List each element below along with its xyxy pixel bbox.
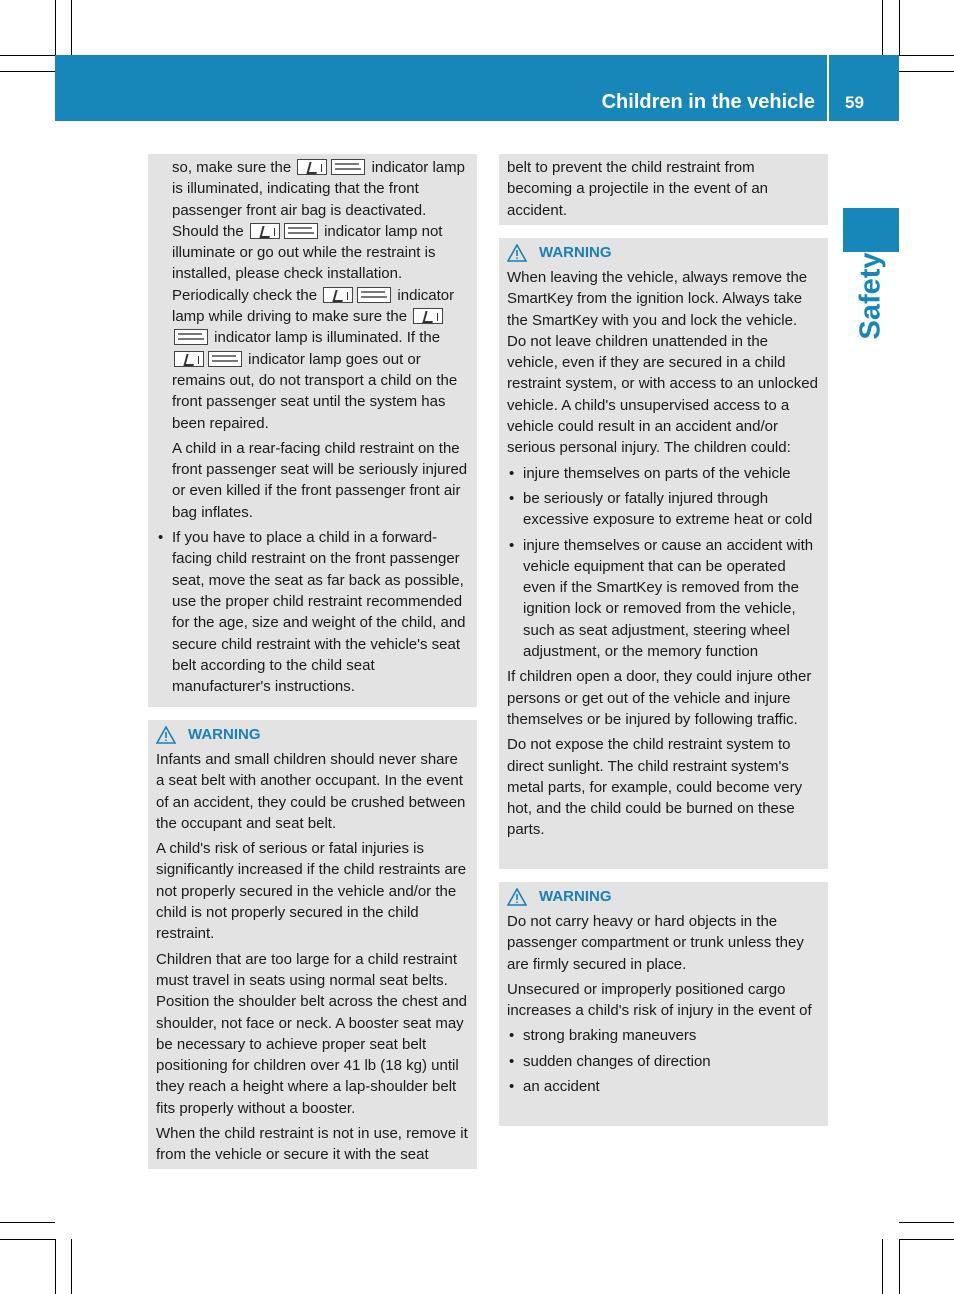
right-warning-box-2 (499, 882, 828, 1126)
warning-paragraph: When leaving the vehicle, always remove the SmartKey from the ignition lock. Always take the SmartKey with you and lock the vehicle. Do not leave children unattended in the vehicle, even if they are secured in a child restraint system, or with access to an unlocked vehicle. A child's unsupervised access to a vehicle could result in an accident and/or serious personal injury. The children could: (507, 269, 818, 457)
warning-triangle-icon (156, 726, 176, 744)
crop-mark (0, 1239, 55, 1240)
crop-mark (55, 0, 56, 55)
crop-mark (899, 1239, 900, 1294)
chapter-tab (843, 208, 899, 252)
list-item: • sudden changes of direction (509, 1052, 711, 1070)
crop-mark (71, 0, 72, 55)
warning-paragraph: Do not expose the child restraint system to direct sunlight. The child restraint system's metal parts, for example, could become very hot, and the child could be burned on these parts. (507, 736, 803, 839)
list-item: • injure themselves or cause an accident with vehicle equipment that can be operated even if the SmartKey is removed from the ignition lock or removed from the vehicle, such as seat adjustment, steering wheel adjustment, or the memory function (509, 536, 814, 661)
warning-paragraph: Unsecured or improperly positioned cargo increases a child's risk of injury in the event of (507, 980, 812, 1020)
crop-mark (0, 71, 55, 72)
pass-air-bag-off-indicator-icon (174, 329, 208, 345)
list-item: • be seriously or fatally injured through excessive exposure to extreme heat or cold (509, 489, 813, 529)
warning-paragraph: Do not carry heavy or hard objects in the passenger compartment or trunk unless they are firmly secured in place. (507, 913, 804, 973)
list-item: • injure themselves on parts of the vehicle (509, 464, 791, 482)
right-continued-box (499, 154, 828, 225)
pass-air-bag-off-indicator-icon (357, 287, 391, 303)
crop-mark (899, 0, 900, 55)
section-title: Children in the vehicle (601, 91, 815, 113)
airbag-indicator-paragraph: so, make sure the indicator lamp is illuminated, indicating that the front passenger front air bag is deactivated. Should the indicator lamp not illuminate or go out while the restraint is installed, please check installation. Periodically check the indicator lamp while driving to make sure the indicator lamp is illuminated. If the indicator lamp goes out or remains out, do not transport a child on the front passenger seat until the system has been repaired. (172, 159, 465, 432)
crop-mark (899, 71, 954, 72)
right-warning-box-1 (499, 238, 828, 869)
left-warning-box (148, 720, 477, 1169)
crop-mark (55, 1239, 56, 1294)
crop-mark (882, 0, 883, 55)
warning-heading: WARNING (156, 724, 469, 746)
page-number: 59 (845, 93, 864, 112)
warning-paragraph: A child's risk of serious or fatal injuries is significantly increased if the child restraints are not properly secured in the vehicle and/or the child is not properly secured in the child restraint. (156, 840, 467, 943)
crop-mark (882, 1239, 883, 1294)
warning-heading: WARNING (507, 242, 820, 264)
list-item: • If you have to place a child in a forward-facing child restraint on the front passenger seat, move the seat as far back as possible, use the proper child restraint recommended for the age, size and weight of the child, and secure child restraint with the vehicle's seat belt according to the child seat manufacturer's instructions. (158, 529, 466, 696)
pass-air-bag-off-indicator-icon (208, 351, 242, 367)
list-item: • strong braking maneuvers (509, 1027, 697, 1045)
crop-mark (0, 55, 55, 56)
child-seat-icon (413, 308, 443, 324)
child-seat-icon (323, 287, 353, 303)
crop-mark (0, 1222, 55, 1223)
rear-facing-paragraph: A child in a rear-facing child restraint on the front passenger seat will be seriously injured or even killed if the front passenger front air bag inflates. (172, 439, 468, 521)
warning-paragraph: If children open a door, they could injure other persons or get out of the vehicle and injure themselves or be injured by following traffic. (507, 668, 812, 728)
pass-air-bag-off-indicator-icon (331, 159, 365, 175)
continued-paragraph: belt to prevent the child restraint from becoming a projectile in the event of an accident. (507, 159, 768, 219)
warning-paragraph: Children that are too large for a child restraint must travel in seats using normal seat belts. Position the shoulder belt across the chest and shoulder, not face or neck. A booster seat may be necessary to achieve proper seat belt positioning for children over 41 lb (18 kg) until they reach a height where a lap-shoulder belt fits properly without a booster. (156, 950, 468, 1117)
warning-triangle-icon (507, 888, 527, 906)
crop-mark (899, 1222, 954, 1223)
child-seat-icon (297, 159, 327, 175)
chapter-label: Safety (854, 252, 887, 340)
warning-paragraph: Infants and small children should never share a seat belt with another occupant. In the event of an accident, they could be crushed between the occupant and seat belt. (156, 751, 466, 832)
child-seat-icon (174, 351, 204, 367)
warning-paragraph: When the child restraint is not in use, remove it from the vehicle or secure it with the seat (156, 1125, 468, 1164)
crop-mark (899, 55, 954, 56)
header-divider (827, 55, 829, 121)
left-continued-box (148, 154, 477, 707)
list-item: • an accident (509, 1078, 600, 1096)
crop-mark (71, 1239, 72, 1294)
pass-air-bag-off-indicator-icon (284, 223, 318, 239)
warning-triangle-icon (507, 244, 527, 262)
warning-heading: WARNING (507, 886, 820, 908)
crop-mark (899, 1239, 954, 1240)
child-seat-icon (250, 223, 280, 239)
page-header (55, 55, 899, 121)
